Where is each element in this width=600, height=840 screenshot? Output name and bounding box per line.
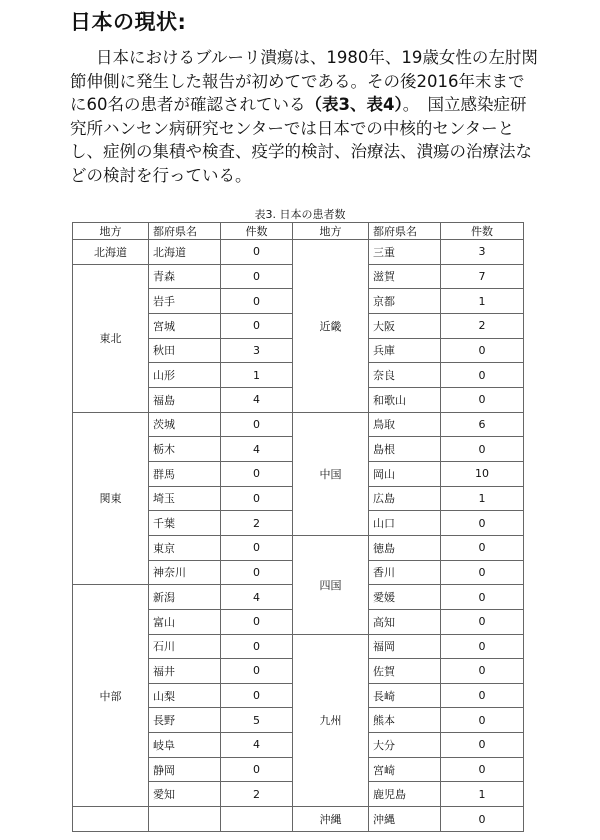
count-cell: 0 (441, 807, 524, 832)
header-count: 件数 (221, 223, 293, 240)
prefecture-cell: 三重 (369, 240, 441, 265)
count-cell: 0 (221, 289, 293, 314)
count-cell: 1 (441, 486, 524, 511)
prefecture-cell: 高知 (369, 609, 441, 634)
prefecture-cell: 鹿児島 (369, 782, 441, 807)
prefecture-cell: 佐賀 (369, 659, 441, 684)
region-cell: 中部 (73, 585, 149, 807)
count-cell: 3 (221, 338, 293, 363)
prefecture-cell: 新潟 (149, 585, 221, 610)
count-cell: 0 (221, 535, 293, 560)
prefecture-cell: 兵庫 (369, 338, 441, 363)
prefecture-cell: 埼玉 (149, 486, 221, 511)
empty-cell (149, 807, 221, 832)
count-cell: 0 (441, 757, 524, 782)
count-cell: 0 (441, 363, 524, 388)
prefecture-cell: 広島 (369, 486, 441, 511)
intro-paragraph (70, 46, 540, 188)
prefecture-cell: 奈良 (369, 363, 441, 388)
count-cell: 0 (441, 585, 524, 610)
count-cell: 0 (221, 486, 293, 511)
prefecture-cell: 東京 (149, 535, 221, 560)
prefecture-cell: 大分 (369, 733, 441, 758)
count-cell: 2 (221, 511, 293, 536)
table-caption: 表3. 日本の患者数 (254, 208, 346, 221)
region-cell: 沖縄 (293, 807, 369, 832)
count-cell: 1 (441, 289, 524, 314)
prefecture-cell: 栃木 (149, 437, 221, 462)
prefecture-cell: 岩手 (149, 289, 221, 314)
count-cell: 0 (441, 683, 524, 708)
prefecture-cell: 長野 (149, 708, 221, 733)
count-cell: 4 (221, 585, 293, 610)
region-cell: 中国 (293, 412, 369, 535)
prefecture-cell: 鳥取 (369, 412, 441, 437)
count-cell: 0 (221, 412, 293, 437)
prefecture-cell: 静岡 (149, 757, 221, 782)
count-cell: 4 (221, 437, 293, 462)
count-cell: 0 (221, 240, 293, 265)
header-region: 地方 (73, 223, 149, 240)
table-row (73, 807, 524, 832)
prefecture-cell: 島根 (369, 437, 441, 462)
prefecture-cell: 和歌山 (369, 387, 441, 412)
count-cell: 0 (441, 535, 524, 560)
header-count: 件数 (441, 223, 524, 240)
prefecture-cell: 長崎 (369, 683, 441, 708)
count-cell: 6 (441, 412, 524, 437)
prefecture-cell: 沖縄 (369, 807, 441, 832)
region-cell: 九州 (293, 634, 369, 807)
prefecture-cell: 熊本 (369, 708, 441, 733)
count-cell: 2 (441, 313, 524, 338)
count-cell: 0 (441, 511, 524, 536)
count-cell: 0 (441, 609, 524, 634)
table-header-row (73, 223, 524, 240)
count-cell: 4 (221, 733, 293, 758)
prefecture-cell: 宮城 (149, 313, 221, 338)
empty-cell (221, 807, 293, 832)
prefecture-cell: 福岡 (369, 634, 441, 659)
count-cell: 0 (441, 560, 524, 585)
prefecture-cell: 石川 (149, 634, 221, 659)
count-cell: 0 (441, 708, 524, 733)
prefecture-cell: 愛知 (149, 782, 221, 807)
prefecture-cell: 滋賀 (369, 264, 441, 289)
region-cell: 関東 (73, 412, 149, 585)
count-cell: 0 (441, 338, 524, 363)
page-heading: 日本の現状: (70, 10, 187, 34)
count-cell: 2 (221, 782, 293, 807)
prefecture-cell: 山形 (149, 363, 221, 388)
count-cell: 0 (221, 683, 293, 708)
count-cell: 0 (221, 313, 293, 338)
empty-cell (73, 807, 149, 832)
count-cell: 0 (221, 634, 293, 659)
prefecture-cell: 茨城 (149, 412, 221, 437)
prefecture-cell: 北海道 (149, 240, 221, 265)
prefecture-cell: 神奈川 (149, 560, 221, 585)
header-prefecture: 都府県名 (369, 223, 441, 240)
prefecture-cell: 山口 (369, 511, 441, 536)
prefecture-cell: 京都 (369, 289, 441, 314)
prefecture-cell: 徳島 (369, 535, 441, 560)
prefecture-cell: 富山 (149, 609, 221, 634)
table-reference: （表3、表4） (305, 95, 403, 115)
prefecture-cell: 群馬 (149, 461, 221, 486)
prefecture-cell: 香川 (369, 560, 441, 585)
prefecture-cell: 福島 (149, 387, 221, 412)
count-cell: 0 (221, 659, 293, 684)
count-cell: 0 (441, 659, 524, 684)
count-cell: 10 (441, 461, 524, 486)
count-cell: 0 (441, 437, 524, 462)
prefecture-cell: 愛媛 (369, 585, 441, 610)
region-cell: 四国 (293, 535, 369, 634)
region-cell: 近畿 (293, 240, 369, 413)
prefecture-cell: 千葉 (149, 511, 221, 536)
paragraph-text-1: 日本におけるブルーリ潰瘍は、1980年、19歳女性の左肘関節伸側に発生した報告が初めてである。その後2016年末までに60名の患者が確認されている (70, 48, 538, 115)
header-region: 地方 (293, 223, 369, 240)
region-cell: 東北 (73, 264, 149, 412)
prefecture-cell: 宮崎 (369, 757, 441, 782)
count-cell: 7 (441, 264, 524, 289)
count-cell: 0 (221, 264, 293, 289)
prefecture-cell: 福井 (149, 659, 221, 684)
prefecture-cell: 秋田 (149, 338, 221, 363)
count-cell: 0 (221, 609, 293, 634)
count-cell: 4 (221, 387, 293, 412)
count-cell: 0 (221, 757, 293, 782)
header-prefecture: 都府県名 (149, 223, 221, 240)
prefecture-cell: 岐阜 (149, 733, 221, 758)
count-cell: 0 (441, 733, 524, 758)
count-cell: 5 (221, 708, 293, 733)
count-cell: 1 (441, 782, 524, 807)
prefecture-cell: 岡山 (369, 461, 441, 486)
prefecture-cell: 青森 (149, 264, 221, 289)
count-cell: 0 (221, 461, 293, 486)
paragraph-text-2: 。 国立感染症研究所ハンセン病研究センターでは日本での中核的センターとし、症例の集積や検査、疫学的検討、治療法、潰瘍の治療法などの検討を行っている。 (70, 95, 532, 185)
count-cell: 1 (221, 363, 293, 388)
count-cell: 0 (441, 387, 524, 412)
count-cell: 0 (221, 560, 293, 585)
prefecture-cell: 大阪 (369, 313, 441, 338)
count-cell: 0 (441, 634, 524, 659)
table-body (73, 240, 524, 832)
region-cell: 北海道 (73, 240, 149, 265)
count-cell: 3 (441, 240, 524, 265)
patients-table (72, 222, 524, 832)
prefecture-cell: 山梨 (149, 683, 221, 708)
table-row (73, 412, 524, 437)
table-row (73, 240, 524, 265)
